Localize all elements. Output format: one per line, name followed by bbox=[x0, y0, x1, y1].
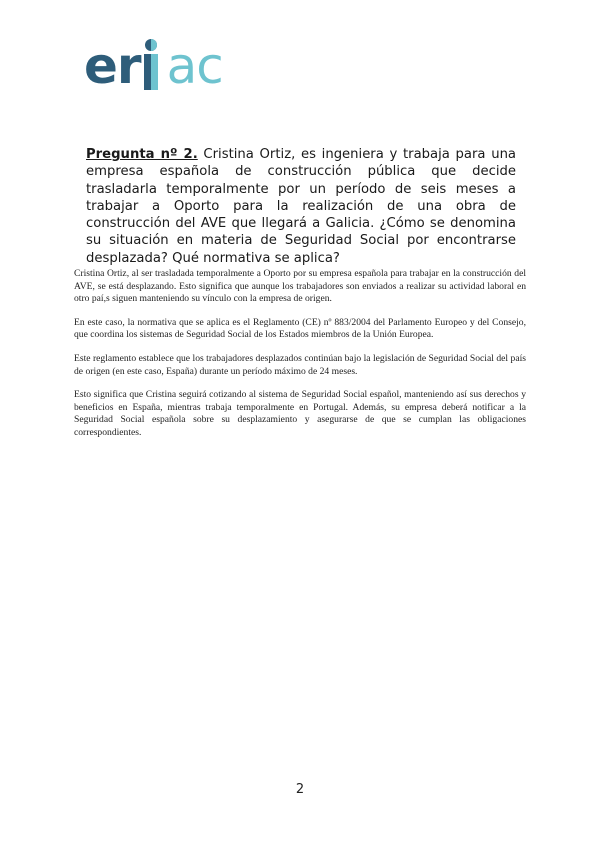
page-number: 2 bbox=[295, 782, 305, 797]
question-block bbox=[86, 146, 516, 267]
question-text: Cristina Ortiz, es ingeniera y trabaja para una empresa española de construcción pública que decide trasladarla temporalmente por un período de seis meses a trabajar a Oporto para la realización de una obra de construcción del AVE que llegará a Galicia. ¿Cómo se denomina su situación en materia de Seguridad Social por encontrarse desplazada? Qué normativa se aplica? bbox=[86, 147, 517, 266]
logo-text-er: er bbox=[84, 37, 141, 95]
answer-paragraph-2: En este caso, la normativa que se aplica es el Reglamento (CE) nº 883/2004 del Parlamento Europeo y del Consejo, que coordina los sistemas de Seguridad Social de los Estados miembros de la Unión Europea. bbox=[74, 316, 526, 341]
logo-text-ac: ac bbox=[166, 37, 223, 95]
answer-paragraph-4: Esto significa que Cristina seguirá cotizando al sistema de Seguridad Social español, manteniendo así sus derechos y beneficios en España, mientras trabaja temporalmente en Portugal. Además, su empresa deberá notificar a la Seguridad Social española sobre su desplazamiento y asegurarse de que se cumplan las obligaciones correspondientes. bbox=[74, 389, 526, 438]
person-figure-icon bbox=[140, 38, 162, 90]
answer-block bbox=[74, 268, 526, 451]
question-label: Pregunta nº 2. bbox=[86, 147, 198, 162]
answer-paragraph-3: Este reglamento establece que los trabajadores desplazados continúan bajo la legislación de Seguridad Social del país de origen (en este caso, España) durante un período máximo de 24 meses. bbox=[74, 352, 526, 377]
erlac-logo bbox=[84, 36, 224, 96]
answer-paragraph-1: Cristina Ortiz, al ser trasladada temporalmente a Oporto por su empresa española para trabajar en la construcción del AVE, se está desplazando. Esto significa que aunque los trabajadores son enviados a realizar su actividad laboral en otro paí,s siguen manteniendo su vínculo con la empresa de origen. bbox=[74, 268, 526, 305]
